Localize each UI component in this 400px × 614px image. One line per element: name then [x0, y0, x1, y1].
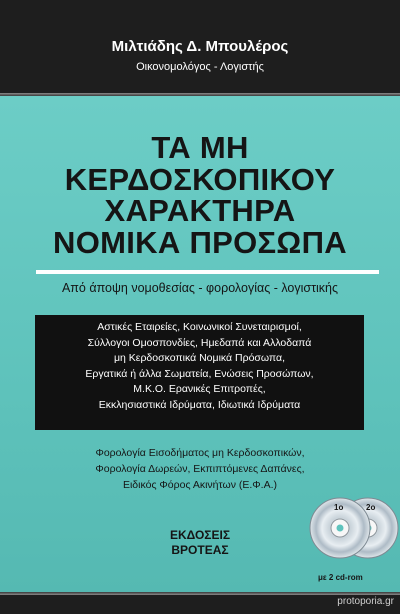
title-underline: [36, 270, 379, 274]
author-name: Μιλτιάδης Δ. Μπουλέρος: [111, 38, 289, 55]
book-title: [0, 132, 400, 258]
publisher-line: ΕΚΔΟΣΕΙΣ: [169, 528, 231, 542]
title-line: ΤΑ ΜΗ: [151, 130, 249, 165]
topics-line: Εργατικά ή άλλα Σωματεία, Ενώσεις Προσώπων,: [85, 367, 314, 380]
topics-line: Σύλλογοι Ομοσπονδίες, Ημεδαπά και Αλλοδαπά: [87, 336, 312, 349]
tax-topics: [0, 445, 400, 493]
book-subtitle: Από άποψη νομοθεσίας - φορολογίας - λογιστικής: [61, 281, 339, 295]
tax-line: Φορολογία Εισοδήματος μη Κερδοσκοπικών,: [95, 447, 305, 459]
title-line: ΧΑΡΑΚΤΗΡΑ: [104, 193, 296, 228]
title-line: ΝΟΜΙΚΑ ΠΡΟΣΩΠΑ: [53, 224, 347, 260]
tax-line: Φορολογία Δωρεών, Εκπιπτόμενες Δαπάνες,: [95, 463, 305, 475]
topics-line: Αστικές Εταιρείες, Κοινωνικοί Συνεταιρισμοί,: [97, 321, 302, 333]
cdrom-note: με 2 cd-rom: [318, 573, 363, 582]
topics-line: Εκκλησιαστικά Ιδρύματα, Ιδιωτικά Ιδρύματα: [98, 398, 301, 411]
author-profession: Οικονομολόγος - Λογιστής: [136, 61, 264, 73]
title-line: ΚΕΡΔΟΣΚΟΠΙΚΟΥ: [64, 161, 336, 197]
topics-line: μη Κερδοσκοπικά Νομικά Πρόσωπα,: [113, 352, 286, 365]
cd-label-2: 2ο: [366, 503, 376, 512]
publisher-line: ΒΡΟΤΕΑΣ: [171, 543, 229, 557]
footer-divider: [0, 592, 400, 595]
header-divider: [0, 93, 400, 96]
topics-line: Μ.Κ.Ο. Ερανικές Επιτροπές,: [133, 383, 266, 396]
watermark: protoporia.gr: [337, 596, 394, 607]
topics-box: [35, 315, 364, 430]
cd-label-1: 1ο: [334, 503, 344, 512]
tax-line: Ειδικός Φόρος Ακινήτων (Ε.Φ.Α.): [122, 479, 278, 491]
